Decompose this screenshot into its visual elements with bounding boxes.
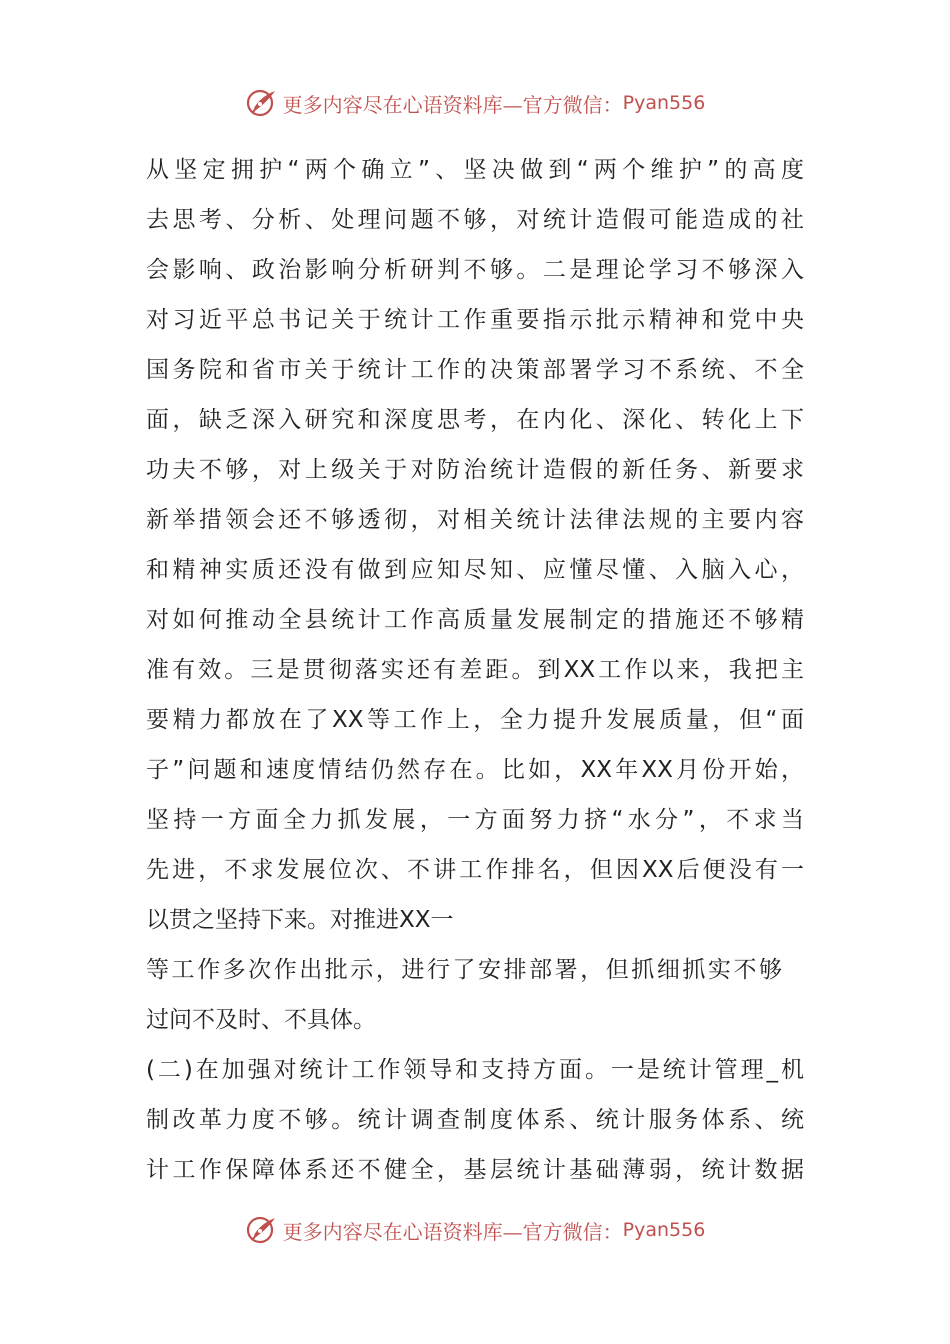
text-line: 以贯之坚持下来。对推进XX一 (146, 907, 454, 933)
text-line: 对如何推动全县统计工作高质量发展制定的措施还不够精 (146, 607, 804, 633)
text-line: 对习近平总书记关于统计工作重要指示批示精神和党中央 (146, 307, 804, 333)
text-line: 新举措领会还不够透彻，对相关统计法律法规的主要内容 (146, 507, 804, 533)
text-line: 国务院和省市关于统计工作的决策部署学习不系统、不全 (146, 357, 804, 383)
text-line: 制改革力度不够。统计调查制度体系、统计服务体系、统 (146, 1107, 804, 1133)
text-line: 子”问题和速度情结仍然存在。比如，XX年XX月份开始， (146, 757, 804, 783)
text-line: 过问不及时、不具体。 (146, 1007, 376, 1033)
footer-watermark (0, 1210, 950, 1250)
text-line: 会影响、政治影响分析研判不够。二是理论学习不够深入 (146, 257, 804, 283)
text-line: 面，缺乏深入研究和深度思考，在内化、深化、转化上下 (146, 407, 804, 433)
header-watermark (0, 83, 950, 123)
text-line: 准有效。三是贯彻落实还有差距。到XX工作以来，我把主 (146, 657, 804, 683)
text-line: 和精神实质还没有做到应知尽知、应懂尽懂、入脑入心， (146, 557, 804, 583)
watermark-wechat-id: Pyan556 (622, 1219, 706, 1241)
quill-seal-icon (245, 86, 279, 120)
text-line: 等工作多次作出批示，进行了安排部署，但抓细抓实不够 (146, 957, 782, 983)
watermark-text: 更多内容尽在心语资料库—官方微信： (282, 1219, 623, 1244)
text-line: 去思考、分析、处理问题不够，对统计造假可能造成的社 (146, 207, 804, 233)
text-line: 功夫不够，对上级关于对防治统计造假的新任务、新要求 (146, 457, 804, 483)
text-line: 要精力都放在了XX等工作上，全力提升发展质量，但“面 (146, 707, 804, 733)
watermark-text: 更多内容尽在心语资料库—官方微信： (282, 92, 623, 117)
text-line: 从坚定拥护“两个确立”、坚决做到“两个维护”的高度 (146, 157, 804, 183)
watermark-wechat-id: Pyan556 (622, 92, 706, 114)
text-line: (二)在加强对统计工作领导和支持方面。一是统计管理_机 (146, 1057, 804, 1083)
text-line: 先进，不求发展位次、不讲工作排名，但因XX后便没有一 (146, 857, 804, 883)
quill-seal-icon (245, 1213, 279, 1247)
text-line: 计工作保障体系还不健全，基层统计基础薄弱，统计数据 (146, 1157, 804, 1183)
text-line: 坚持一方面全力抓发展，一方面努力挤“水分”，不求当 (146, 807, 804, 833)
